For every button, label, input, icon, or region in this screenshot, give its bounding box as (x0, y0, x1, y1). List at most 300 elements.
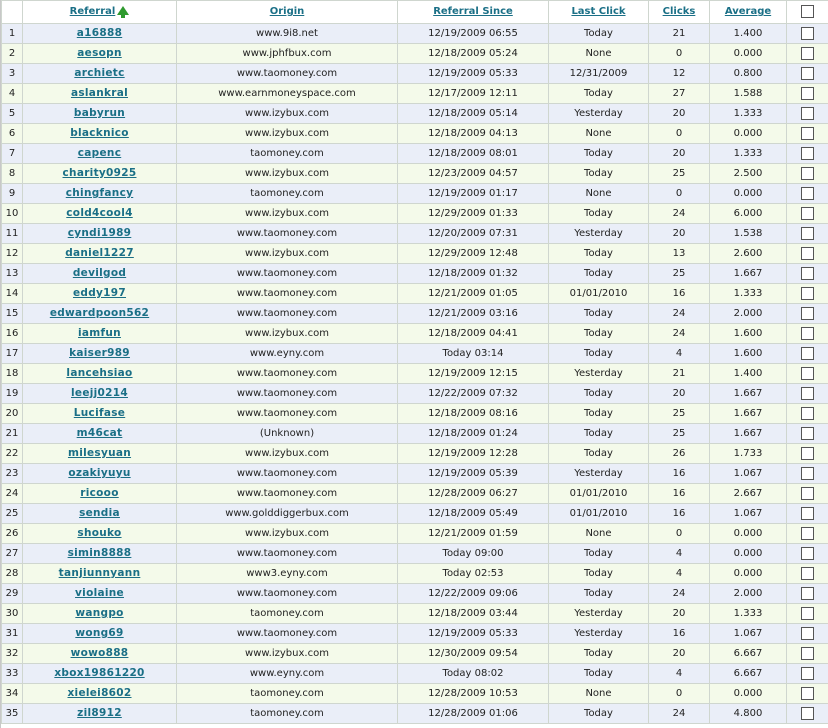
origin-cell: www.earnmoneyspace.com (177, 84, 398, 104)
row-checkbox[interactable] (801, 67, 814, 80)
select-cell[interactable] (787, 444, 828, 464)
referral-link[interactable]: blacknico (70, 127, 129, 139)
sort-origin-link[interactable]: Origin (269, 6, 305, 17)
referral-cell[interactable] (23, 684, 177, 704)
row-checkbox[interactable] (801, 107, 814, 120)
clicks-cell: 0 (649, 524, 710, 544)
clicks-cell: 16 (649, 284, 710, 304)
referral-cell[interactable] (23, 304, 177, 324)
referral-link[interactable]: aesopn (77, 47, 122, 59)
average-cell: 1.333 (710, 144, 787, 164)
last-click-cell: None (549, 184, 649, 204)
sort-referral-link[interactable]: Referral (69, 6, 116, 17)
last-click-cell: Yesterday (549, 104, 649, 124)
select-cell[interactable] (787, 524, 828, 544)
average-cell: 1.667 (710, 264, 787, 284)
referral-link[interactable]: aslankral (70, 87, 129, 99)
referral-since-cell: 12/23/2009 04:57 (398, 164, 549, 184)
last-click-cell: Today (549, 204, 649, 224)
table-row (2, 484, 828, 504)
row-checkbox[interactable] (801, 27, 814, 40)
row-index: 5 (2, 104, 23, 124)
table-row (2, 424, 828, 444)
row-checkbox[interactable] (801, 87, 814, 100)
referral-link[interactable]: ozakiyuyu (68, 467, 131, 479)
referral-cell[interactable] (23, 464, 177, 484)
referral-link[interactable]: kaiser989 (69, 347, 130, 359)
row-checkbox[interactable] (801, 227, 814, 240)
select-cell[interactable] (787, 104, 828, 124)
average-cell: 1.067 (710, 464, 787, 484)
row-index: 3 (2, 64, 23, 84)
select-cell[interactable] (787, 144, 828, 164)
average-cell: 1.667 (710, 384, 787, 404)
clicks-cell: 26 (649, 444, 710, 464)
header-referral-since[interactable] (398, 1, 549, 24)
select-cell[interactable] (787, 324, 828, 344)
select-cell[interactable] (787, 664, 828, 684)
row-checkbox[interactable] (801, 627, 814, 640)
referral-link[interactable]: ricooo (80, 487, 119, 499)
row-index: 4 (2, 84, 23, 104)
referral-cell[interactable] (23, 364, 177, 384)
referral-since-cell: 12/29/2009 12:48 (398, 244, 549, 264)
row-checkbox[interactable] (801, 587, 814, 600)
select-cell[interactable] (787, 164, 828, 184)
referral-cell[interactable] (23, 64, 177, 84)
referral-since-cell: 12/18/2009 03:44 (398, 604, 549, 624)
average-cell: 2.500 (710, 164, 787, 184)
referral-since-cell: 12/19/2009 01:17 (398, 184, 549, 204)
origin-cell: taomoney.com (177, 604, 398, 624)
select-all-checkbox[interactable] (801, 5, 814, 18)
referral-since-cell: Today 02:53 (398, 564, 549, 584)
row-checkbox[interactable] (801, 387, 814, 400)
table-row (2, 124, 828, 144)
origin-cell: www.izybux.com (177, 244, 398, 264)
average-cell: 1.333 (710, 284, 787, 304)
table-row (2, 584, 828, 604)
header-referral[interactable] (23, 1, 177, 24)
table-row (2, 344, 828, 364)
row-checkbox[interactable] (801, 427, 814, 440)
referral-link[interactable]: daniel1227 (65, 247, 134, 259)
row-checkbox[interactable] (801, 547, 814, 560)
clicks-cell: 20 (649, 224, 710, 244)
average-cell: 1.067 (710, 504, 787, 524)
referrals-table (1, 0, 828, 724)
select-cell[interactable] (787, 204, 828, 224)
last-click-cell: Today (549, 164, 649, 184)
select-cell[interactable] (787, 64, 828, 84)
select-cell[interactable] (787, 384, 828, 404)
referral-cell[interactable] (23, 144, 177, 164)
row-checkbox[interactable] (801, 667, 814, 680)
clicks-cell: 0 (649, 124, 710, 144)
average-cell: 6.667 (710, 644, 787, 664)
referral-link[interactable]: capenc (77, 147, 122, 159)
last-click-cell: Yesterday (549, 364, 649, 384)
row-checkbox[interactable] (801, 487, 814, 500)
origin-cell: www.taomoney.com (177, 584, 398, 604)
average-cell: 0.000 (710, 524, 787, 544)
select-cell[interactable] (787, 224, 828, 244)
referral-link[interactable]: devilgod (72, 267, 127, 279)
last-click-cell: None (549, 44, 649, 64)
average-cell: 1.588 (710, 84, 787, 104)
last-click-cell: Today (549, 344, 649, 364)
origin-cell: www.taomoney.com (177, 364, 398, 384)
select-cell[interactable] (787, 24, 828, 44)
referral-cell[interactable] (23, 264, 177, 284)
header-last-click[interactable] (549, 1, 649, 24)
origin-cell: www.taomoney.com (177, 404, 398, 424)
select-cell[interactable] (787, 364, 828, 384)
referral-link[interactable]: shouko (77, 527, 122, 539)
sort-since-link[interactable]: Referral Since (433, 6, 513, 17)
row-index: 9 (2, 184, 23, 204)
last-click-cell: Yesterday (549, 224, 649, 244)
table-row (2, 664, 828, 684)
row-index: 7 (2, 144, 23, 164)
referral-since-cell: 12/17/2009 12:11 (398, 84, 549, 104)
row-checkbox[interactable] (801, 407, 814, 420)
referral-since-cell: 12/19/2009 05:39 (398, 464, 549, 484)
select-cell[interactable] (787, 624, 828, 644)
average-cell: 1.538 (710, 224, 787, 244)
table-row (2, 284, 828, 304)
header-select-all[interactable] (787, 1, 828, 24)
table-row (2, 24, 828, 44)
origin-cell: www.taomoney.com (177, 544, 398, 564)
referral-link[interactable]: a16888 (76, 27, 123, 39)
referral-cell[interactable] (23, 404, 177, 424)
select-cell[interactable] (787, 84, 828, 104)
table-row (2, 504, 828, 524)
row-index: 15 (2, 304, 23, 324)
row-index: 29 (2, 584, 23, 604)
referral-cell[interactable] (23, 604, 177, 624)
row-checkbox[interactable] (801, 287, 814, 300)
row-checkbox[interactable] (801, 267, 814, 280)
last-click-cell: 01/01/2010 (549, 484, 649, 504)
sort-average-link[interactable]: Average (724, 6, 772, 17)
select-cell[interactable] (787, 44, 828, 64)
referral-cell[interactable] (23, 204, 177, 224)
row-checkbox[interactable] (801, 307, 814, 320)
clicks-cell: 24 (649, 304, 710, 324)
last-click-cell: Today (549, 564, 649, 584)
row-index: 35 (2, 704, 23, 724)
table-row (2, 244, 828, 264)
row-index: 8 (2, 164, 23, 184)
origin-cell: www.taomoney.com (177, 484, 398, 504)
origin-cell: www.taomoney.com (177, 264, 398, 284)
table-row (2, 184, 828, 204)
last-click-cell: Today (549, 444, 649, 464)
referral-link[interactable]: lancehsiao (66, 367, 133, 379)
average-cell: 1.667 (710, 424, 787, 444)
origin-cell: www.taomoney.com (177, 304, 398, 324)
referral-since-cell: 12/22/2009 09:06 (398, 584, 549, 604)
referral-cell[interactable] (23, 24, 177, 44)
referral-link[interactable]: eddy197 (72, 287, 127, 299)
referral-since-cell: 12/21/2009 03:16 (398, 304, 549, 324)
referral-link[interactable]: charity0925 (62, 167, 137, 179)
referral-link[interactable]: m46cat (76, 427, 123, 439)
row-index: 2 (2, 44, 23, 64)
clicks-cell: 0 (649, 44, 710, 64)
header-average[interactable] (710, 1, 787, 24)
row-index: 30 (2, 604, 23, 624)
referral-cell[interactable] (23, 284, 177, 304)
last-click-cell: Yesterday (549, 604, 649, 624)
average-cell: 0.800 (710, 64, 787, 84)
row-checkbox[interactable] (801, 147, 814, 160)
row-checkbox[interactable] (801, 707, 814, 720)
table-row (2, 364, 828, 384)
origin-cell: www.taomoney.com (177, 284, 398, 304)
clicks-cell: 24 (649, 704, 710, 724)
row-index: 12 (2, 244, 23, 264)
referral-link[interactable]: edwardpoon562 (49, 307, 150, 319)
table-row (2, 204, 828, 224)
select-cell[interactable] (787, 684, 828, 704)
row-index: 25 (2, 504, 23, 524)
table-row (2, 704, 828, 724)
referral-cell[interactable] (23, 164, 177, 184)
referral-since-cell: 12/22/2009 07:32 (398, 384, 549, 404)
clicks-cell: 25 (649, 164, 710, 184)
row-checkbox[interactable] (801, 567, 814, 580)
row-checkbox[interactable] (801, 127, 814, 140)
referral-link[interactable]: simin8888 (67, 547, 132, 559)
select-cell[interactable] (787, 704, 828, 724)
referral-cell[interactable] (23, 424, 177, 444)
row-index: 1 (2, 24, 23, 44)
average-cell: 1.400 (710, 364, 787, 384)
referral-cell[interactable] (23, 224, 177, 244)
row-checkbox[interactable] (801, 647, 814, 660)
row-checkbox[interactable] (801, 47, 814, 60)
referral-link[interactable]: violaine (75, 587, 124, 599)
row-index: 14 (2, 284, 23, 304)
select-cell[interactable] (787, 504, 828, 524)
table-row (2, 164, 828, 184)
referral-link[interactable]: wong69 (75, 627, 124, 639)
referral-link[interactable]: chingfancy (65, 187, 134, 199)
referral-since-cell: 12/20/2009 07:31 (398, 224, 549, 244)
origin-cell: www.izybux.com (177, 444, 398, 464)
referral-cell[interactable] (23, 324, 177, 344)
clicks-cell: 25 (649, 264, 710, 284)
select-cell[interactable] (787, 284, 828, 304)
row-index: 17 (2, 344, 23, 364)
referral-link[interactable]: babyrun (73, 107, 126, 119)
table-row (2, 564, 828, 584)
table-row (2, 64, 828, 84)
referral-cell[interactable] (23, 644, 177, 664)
referral-link[interactable]: wangpo (75, 607, 124, 619)
table-row (2, 684, 828, 704)
select-cell[interactable] (787, 584, 828, 604)
referral-link[interactable]: xbox19861220 (54, 667, 145, 679)
origin-cell: www.izybux.com (177, 124, 398, 144)
referral-cell[interactable] (23, 384, 177, 404)
row-checkbox[interactable] (801, 347, 814, 360)
origin-cell: www.jphfbux.com (177, 44, 398, 64)
referral-cell[interactable] (23, 104, 177, 124)
origin-cell: www.golddiggerbux.com (177, 504, 398, 524)
average-cell: 1.733 (710, 444, 787, 464)
referral-link[interactable]: Lucifase (73, 407, 126, 419)
header-clicks[interactable] (649, 1, 710, 24)
select-cell[interactable] (787, 564, 828, 584)
origin-cell: www.taomoney.com (177, 224, 398, 244)
row-checkbox[interactable] (801, 527, 814, 540)
average-cell: 4.800 (710, 704, 787, 724)
row-checkbox[interactable] (801, 607, 814, 620)
average-cell: 0.000 (710, 544, 787, 564)
select-cell[interactable] (787, 644, 828, 664)
select-cell[interactable] (787, 304, 828, 324)
origin-cell: www.taomoney.com (177, 384, 398, 404)
row-checkbox[interactable] (801, 187, 814, 200)
row-index: 33 (2, 664, 23, 684)
last-click-cell: Today (549, 644, 649, 664)
referral-since-cell: 12/19/2009 12:15 (398, 364, 549, 384)
referral-cell[interactable] (23, 44, 177, 64)
referral-cell[interactable] (23, 564, 177, 584)
referral-since-cell: 12/19/2009 06:55 (398, 24, 549, 44)
row-checkbox[interactable] (801, 467, 814, 480)
referral-since-cell: 12/18/2009 08:16 (398, 404, 549, 424)
row-checkbox[interactable] (801, 327, 814, 340)
referral-cell[interactable] (23, 544, 177, 564)
referral-cell[interactable] (23, 484, 177, 504)
clicks-cell: 4 (649, 544, 710, 564)
referral-since-cell: 12/28/2009 06:27 (398, 484, 549, 504)
table-header-row (2, 1, 828, 24)
origin-cell: (Unknown) (177, 424, 398, 444)
referral-link[interactable]: milesyuan (67, 447, 132, 459)
average-cell: 2.000 (710, 304, 787, 324)
row-index: 24 (2, 484, 23, 504)
average-cell: 6.667 (710, 664, 787, 684)
row-checkbox[interactable] (801, 447, 814, 460)
select-cell[interactable] (787, 244, 828, 264)
select-cell[interactable] (787, 544, 828, 564)
table-row (2, 464, 828, 484)
referral-link[interactable]: leejj0214 (71, 387, 128, 399)
referral-link[interactable]: wowo888 (70, 647, 129, 659)
last-click-cell: 01/01/2010 (549, 504, 649, 524)
referral-link[interactable]: xielei8602 (67, 687, 132, 699)
referral-link[interactable]: archietc (74, 67, 125, 79)
row-index: 23 (2, 464, 23, 484)
referral-cell[interactable] (23, 624, 177, 644)
select-cell[interactable] (787, 264, 828, 284)
referral-link[interactable]: tanjiunnyann (58, 567, 141, 579)
select-cell[interactable] (787, 604, 828, 624)
origin-cell: www.taomoney.com (177, 624, 398, 644)
referral-since-cell: 12/18/2009 05:14 (398, 104, 549, 124)
average-cell: 1.400 (710, 24, 787, 44)
table-row (2, 524, 828, 544)
referral-cell[interactable] (23, 84, 177, 104)
select-cell[interactable] (787, 484, 828, 504)
table-row (2, 264, 828, 284)
referral-link[interactable]: sendia (79, 507, 120, 519)
referral-cell[interactable] (23, 524, 177, 544)
clicks-cell: 20 (649, 104, 710, 124)
last-click-cell: None (549, 124, 649, 144)
sort-clicks-link[interactable]: Clicks (662, 6, 696, 17)
last-click-cell: Today (549, 304, 649, 324)
referral-cell[interactable] (23, 664, 177, 684)
row-checkbox[interactable] (801, 687, 814, 700)
referral-since-cell: 12/28/2009 01:06 (398, 704, 549, 724)
referral-cell[interactable] (23, 584, 177, 604)
referral-since-cell: Today 03:14 (398, 344, 549, 364)
referral-since-cell: 12/19/2009 12:28 (398, 444, 549, 464)
clicks-cell: 0 (649, 684, 710, 704)
referral-cell[interactable] (23, 184, 177, 204)
referral-since-cell: 12/18/2009 04:13 (398, 124, 549, 144)
referral-link[interactable]: iamfun (78, 327, 121, 339)
select-cell[interactable] (787, 124, 828, 144)
row-checkbox[interactable] (801, 367, 814, 380)
referral-cell[interactable] (23, 344, 177, 364)
sort-ascending-icon[interactable] (117, 6, 129, 15)
row-checkbox[interactable] (801, 247, 814, 260)
row-checkbox[interactable] (801, 507, 814, 520)
table-row (2, 404, 828, 424)
clicks-cell: 4 (649, 344, 710, 364)
sort-last-click-link[interactable]: Last Click (571, 6, 626, 17)
row-index: 28 (2, 564, 23, 584)
select-cell[interactable] (787, 344, 828, 364)
row-checkbox[interactable] (801, 167, 814, 180)
referral-link[interactable]: zil8912 (77, 707, 122, 719)
referral-since-cell: 12/30/2009 09:54 (398, 644, 549, 664)
referral-cell[interactable] (23, 504, 177, 524)
table-row (2, 144, 828, 164)
select-cell[interactable] (787, 184, 828, 204)
referral-since-cell: Today 09:00 (398, 544, 549, 564)
referral-cell[interactable] (23, 244, 177, 264)
table-row (2, 104, 828, 124)
clicks-cell: 4 (649, 664, 710, 684)
clicks-cell: 13 (649, 244, 710, 264)
clicks-cell: 27 (649, 84, 710, 104)
header-origin[interactable] (177, 1, 398, 24)
referral-link[interactable]: cyndi1989 (67, 227, 132, 239)
select-cell[interactable] (787, 404, 828, 424)
clicks-cell: 16 (649, 464, 710, 484)
referral-cell[interactable] (23, 704, 177, 724)
referral-link[interactable]: cold4cool4 (66, 207, 133, 219)
row-checkbox[interactable] (801, 207, 814, 220)
average-cell: 1.333 (710, 104, 787, 124)
select-cell[interactable] (787, 424, 828, 444)
average-cell: 1.333 (710, 604, 787, 624)
clicks-cell: 20 (649, 144, 710, 164)
referral-since-cell: 12/19/2009 05:33 (398, 624, 549, 644)
referral-cell[interactable] (23, 124, 177, 144)
select-cell[interactable] (787, 464, 828, 484)
referral-cell[interactable] (23, 444, 177, 464)
